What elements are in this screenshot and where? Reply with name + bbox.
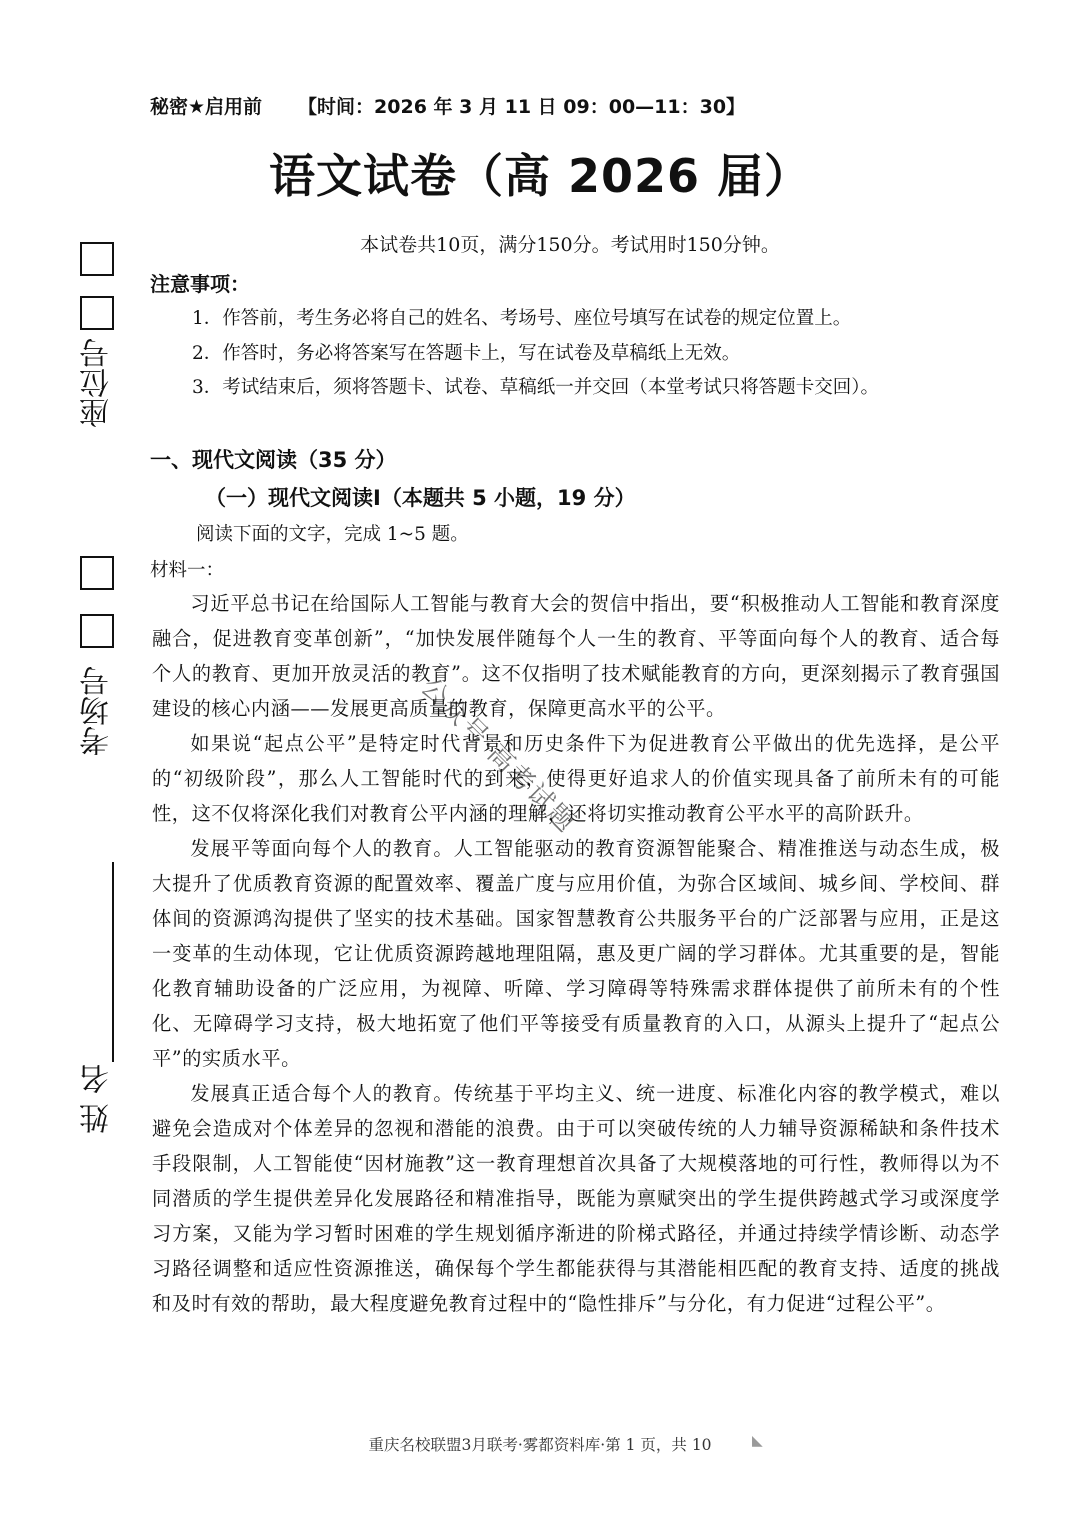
page-title: 语文试卷（高 2026 届）: [268, 149, 812, 203]
notice-item: 3．考试结束后，须将答题卡、试卷、草稿纸一并交回（本堂考试只将答题卡交回）。: [192, 377, 880, 398]
passage-paragraph: 发展真正适合每个人的教育。传统基于平均主义、统一进度、标准化内容的教学模式，难以避免会造成对个体差异的忽视和潜能的浪费。由于可以突破传统的人力辅导资源稀缺和条件技术手段限制，人工智能使“因材施教”这一教育理想首次具备了大规模落地的可行性，教师得以为不同潜质的学生提供差异化发展路径和精准指导，既能为禀赋突出的学生提供跨越式学习或深度学习方案，又能为学习暂时困难的学生规划循序渐进的阶梯式路径，并通过持续学情诊断、动态学习路径调整和适应性资源推送，确保每个学生都能获得与其潜能相匹配的教育支持、适度的挑战和及时有效的帮助，最大程度避免教育过程中的“隐性排斥”与分化，有力促进“过程公平”。: [152, 1082, 1000, 1315]
reading-instruction: 阅读下面的文字，完成 1~5 题。: [196, 524, 469, 545]
passage-paragraph: 如果说“起点公平”是特定时代背景和历史条件下为促进教育公平做出的优先选择，是公平的“初级阶段”，那么人工智能时代的到来，使得更好追求人的价值实现具备了前所未有的可能性，这不仅将深化我们对教育公平内涵的理解，还将切实推动教育公平水平的高阶跃升。: [152, 732, 1000, 825]
seat-number-box[interactable]: [80, 242, 114, 276]
page-footer: 重庆名校联盟3月联考·雾都资料库·第 1 页，共 10: [368, 1436, 712, 1454]
section-heading: 一、现代文阅读（35 分）: [150, 448, 397, 472]
exam-time: 【时间：2026 年 3 月 11 日 09：00—11：30】: [298, 96, 746, 118]
material-label: 材料一：: [150, 560, 225, 581]
name-label: 姓 名: [80, 1064, 115, 1134]
name-write-line[interactable]: [112, 862, 114, 1062]
passage-paragraph: 习近平总书记在给国际人工智能与教育大会的贺信中指出，要“积极推动人工智能和教育深度融合，促进教育变革创新”，“加快发展伴随每个人一生的教育、平等面向每个人的教育、适合每个人的教育、更加开放灵活的教育”。这不仅指明了技术赋能教育的方向，更深刻揭示了教育强国建设的核心内涵——发展更高质量的教育，保障更高水平的公平。: [152, 592, 1000, 720]
secret-mark: 秘密★启用前: [150, 96, 263, 118]
reading-passage: [152, 586, 1000, 1321]
passage-paragraph: 发展平等面向每个人的教育。人工智能驱动的教育资源智能聚合、精准推送与动态生成，极大提升了优质教育资源的配置效率、覆盖广度与应用价值，为弥合区域间、城乡间、学校间、群体间的资源鸿沟提供了坚实的技术基础。国家智慧教育公共服务平台的广泛部署与应用，正是这一变革的生动体现，它让优质资源跨越地理阻隔，惠及更广阔的学习群体。尤其重要的是，智能化教育辅助设备的广泛应用，为视障、听障、学习障碍等特殊需求群体提供了前所未有的个性化、无障碍学习支持，极大地拓宽了他们平等接受有质量教育的入口，从源头上提升了“起点公平”的实质水平。: [152, 837, 1000, 1070]
exam-room-label: 考场号: [80, 666, 115, 756]
subsection-heading: （一）现代文阅读Ⅰ（本题共 5 小题，19 分）: [205, 486, 636, 510]
exam-room-box[interactable]: [80, 614, 114, 648]
exam-room-box[interactable]: [80, 556, 114, 590]
arrow-icon: ◣: [752, 1433, 763, 1449]
exam-summary: 本试卷共10页，满分150分。考试用时150分钟。: [360, 234, 780, 256]
notice-heading: 注意事项：: [150, 272, 250, 296]
notice-item: 1．作答前，考生务必将自己的姓名、考场号、座位号填写在试卷的规定位置上。: [192, 308, 852, 329]
seat-number-box[interactable]: [80, 296, 114, 330]
notice-item: 2．作答时，务必将答案写在答题卡上，写在试卷及草稿纸上无效。: [192, 343, 741, 364]
secret-line: [150, 92, 745, 119]
seat-number-label: 座位号: [80, 338, 115, 428]
watermark: 公众号·高考试题: [414, 672, 582, 840]
